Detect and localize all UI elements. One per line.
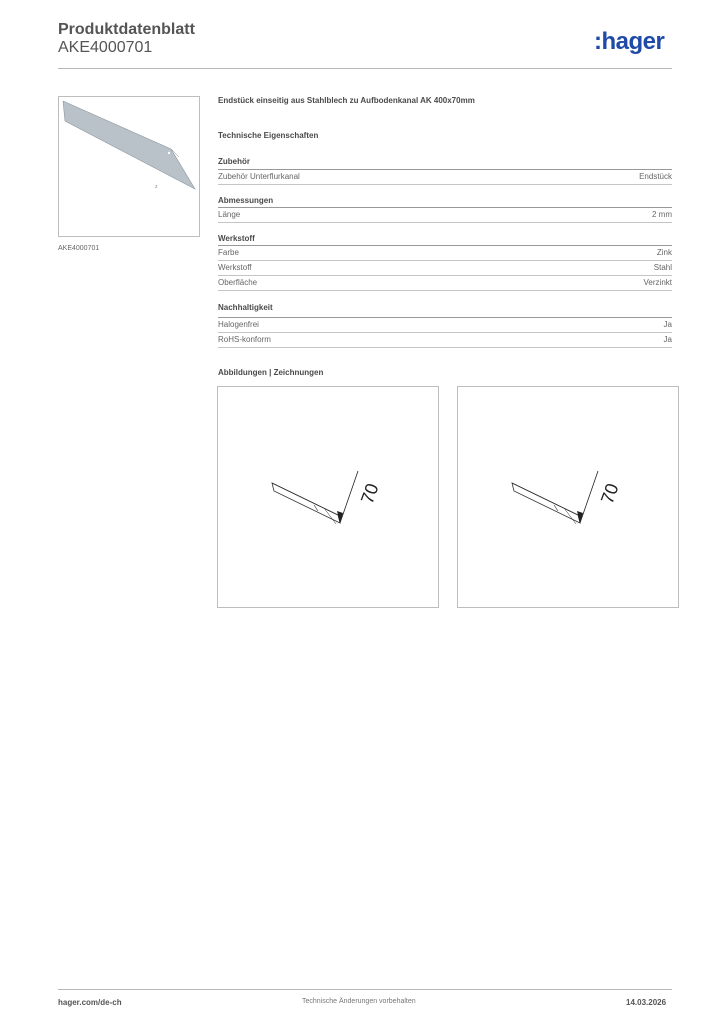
divider <box>218 290 672 291</box>
spec-value: Zink <box>656 248 672 257</box>
technical-drawing <box>217 386 439 608</box>
product-image <box>58 96 200 237</box>
dimension-label: 70 <box>356 480 383 507</box>
divider <box>218 222 672 223</box>
section-title: Werkstoff <box>218 234 255 243</box>
spec-key: Werkstoff <box>218 263 252 272</box>
technical-heading: Technische Eigenschaften <box>218 131 319 140</box>
hager-logo: :hager <box>594 28 665 55</box>
spec-row <box>218 261 672 275</box>
drawings-heading: Abbildungen | Zeichnungen <box>218 368 324 377</box>
spec-value: Ja <box>663 320 672 329</box>
spec-key: Länge <box>218 210 241 219</box>
header-divider <box>58 68 672 69</box>
spec-key: Oberfläche <box>218 278 258 287</box>
section-title: Nachhaltigkeit <box>218 303 273 312</box>
footer-date: 14.03.2026 <box>626 998 667 1007</box>
spec-value: Stahl <box>653 263 672 272</box>
spec-key: Farbe <box>218 248 239 257</box>
spec-key: Zubehör Unterflurkanal <box>218 172 300 181</box>
technical-drawing <box>457 386 679 608</box>
svg-text:z: z <box>155 184 158 190</box>
spec-value: 2 mm <box>652 210 672 219</box>
spec-value: Ja <box>663 335 672 344</box>
spec-key: Halogenfrei <box>218 320 259 329</box>
spec-row <box>218 333 672 347</box>
divider <box>218 184 672 185</box>
section-title: Zubehör <box>218 157 250 166</box>
image-caption: AKE4000701 <box>58 245 100 252</box>
spec-key: RoHS-konform <box>218 335 271 344</box>
spec-row <box>218 208 672 222</box>
footer-notice: Technische Änderungen vorbehalten <box>302 998 416 1005</box>
footer-divider <box>58 989 672 990</box>
spec-row <box>218 318 672 332</box>
spec-row <box>218 170 672 184</box>
dimension-label: 70 <box>596 480 623 507</box>
spec-value: Endstück <box>639 172 672 181</box>
spec-row <box>218 246 672 260</box>
spec-row <box>218 276 672 290</box>
divider <box>218 347 672 348</box>
product-description: Endstück einseitig aus Stahlblech zu Aufbodenkanal AK 400x70mm <box>218 96 475 105</box>
spec-value: Verzinkt <box>643 278 672 287</box>
product-code: AKE4000701 <box>58 39 153 56</box>
section-title: Abmessungen <box>218 196 274 205</box>
page-title: Produktdatenblatt <box>58 21 195 38</box>
footer-website-link[interactable]: hager.com/de-ch <box>58 998 122 1007</box>
